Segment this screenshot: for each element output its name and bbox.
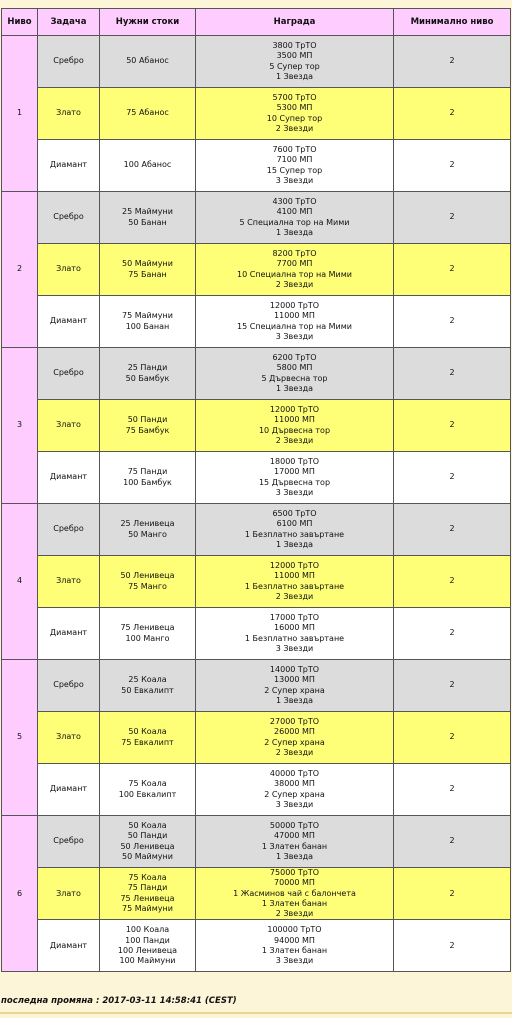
stock-line: 50 Коала bbox=[128, 727, 167, 737]
reward-cell bbox=[196, 348, 394, 400]
reward-cell bbox=[196, 504, 394, 556]
table-row bbox=[2, 400, 511, 452]
stock-cell bbox=[100, 920, 196, 972]
reward-line: 11000 МП bbox=[274, 415, 315, 425]
task-cell: Сребро bbox=[38, 348, 100, 400]
reward-cell bbox=[196, 400, 394, 452]
reward-line: 70000 МП bbox=[274, 878, 315, 888]
stock-cell bbox=[100, 556, 196, 608]
reward-line: 2 Звезди bbox=[275, 123, 314, 133]
stock-cell bbox=[100, 192, 196, 244]
reward-line: 1 Звезда bbox=[275, 383, 314, 393]
stock-cell bbox=[100, 764, 196, 816]
stock-line: 75 Ленивеца bbox=[120, 623, 175, 633]
reward-line: 1 Звезда bbox=[275, 71, 314, 81]
stock-line: 75 Бамбук bbox=[125, 425, 170, 435]
table-row bbox=[2, 920, 511, 972]
table-row bbox=[2, 868, 511, 920]
reward-line: 47000 МП bbox=[274, 831, 315, 841]
table-row bbox=[2, 36, 511, 88]
reward-line: 7600 ТрТО bbox=[272, 144, 317, 154]
stock-line: 50 Манго bbox=[128, 529, 167, 539]
task-cell: Диамант bbox=[38, 920, 100, 972]
level-number-cell: 1 bbox=[2, 36, 38, 192]
stock-line: 75 Коала bbox=[128, 873, 167, 883]
min-level-cell: 2 bbox=[394, 764, 511, 816]
reward-line: 12000 ТрТО bbox=[269, 300, 320, 310]
reward-cell bbox=[196, 140, 394, 192]
task-cell: Злато bbox=[38, 244, 100, 296]
reward-line: 6500 ТрТО bbox=[272, 508, 317, 518]
reward-line: 14000 ТрТО bbox=[269, 664, 320, 674]
min-level-cell: 2 bbox=[394, 504, 511, 556]
min-level-cell: 2 bbox=[394, 244, 511, 296]
reward-cell bbox=[196, 712, 394, 764]
stock-line: 100 Евкалипт bbox=[118, 789, 177, 799]
stock-cell bbox=[100, 36, 196, 88]
stock-cell bbox=[100, 712, 196, 764]
stock-cell bbox=[100, 244, 196, 296]
stock-line: 50 Коала bbox=[128, 820, 167, 830]
stock-line: 75 Абанос bbox=[126, 108, 169, 118]
reward-line: 40000 ТрТО bbox=[269, 768, 320, 778]
rewards-table bbox=[1, 8, 511, 972]
table-row bbox=[2, 764, 511, 816]
table-row bbox=[2, 660, 511, 712]
table-row bbox=[2, 452, 511, 504]
reward-line: 26000 МП bbox=[274, 727, 315, 737]
min-level-cell: 2 bbox=[394, 88, 511, 140]
task-cell: Сребро bbox=[38, 660, 100, 712]
stock-line: 50 Евкалипт bbox=[121, 685, 174, 695]
min-level-cell: 2 bbox=[394, 140, 511, 192]
stock-line: 75 Ленивеца bbox=[120, 893, 175, 903]
stock-line: 25 Коала bbox=[128, 675, 167, 685]
reward-cell bbox=[196, 556, 394, 608]
stock-line: 50 Маймуни bbox=[122, 259, 173, 269]
reward-line: 2 Звезди bbox=[275, 591, 314, 601]
stock-cell bbox=[100, 504, 196, 556]
reward-line: 10 Супер тор bbox=[266, 113, 323, 123]
reward-line: 4300 ТрТО bbox=[272, 196, 317, 206]
reward-line: 1 Безплатно завъртане bbox=[244, 529, 345, 539]
stock-line: 100 Ленивеца bbox=[117, 945, 178, 955]
stock-line: 100 Бамбук bbox=[123, 477, 172, 487]
stock-cell bbox=[100, 400, 196, 452]
stock-line: 50 Ленивеца bbox=[120, 841, 175, 851]
reward-line: 5700 ТрТО bbox=[272, 92, 317, 102]
reward-line: 7700 МП bbox=[276, 259, 313, 269]
stock-line: 75 Панди bbox=[127, 467, 168, 477]
reward-line: 38000 МП bbox=[274, 779, 315, 789]
min-level-cell: 2 bbox=[394, 816, 511, 868]
table-row bbox=[2, 504, 511, 556]
stock-line: 75 Банан bbox=[128, 269, 167, 279]
reward-line: 2 Супер храна bbox=[264, 737, 325, 747]
level-number-cell: 4 bbox=[2, 504, 38, 660]
reward-line: 15 Специална тор на Мими bbox=[237, 321, 352, 331]
task-cell: Диамант bbox=[38, 608, 100, 660]
reward-line: 1 Жасминов чай с балончета bbox=[233, 888, 356, 898]
reward-line: 2 Звезди bbox=[275, 279, 314, 289]
task-cell: Злато bbox=[38, 868, 100, 920]
min-level-cell: 2 bbox=[394, 192, 511, 244]
reward-line: 1 Звезда bbox=[275, 695, 314, 705]
reward-cell bbox=[196, 36, 394, 88]
reward-line: 11000 МП bbox=[274, 571, 315, 581]
table-row bbox=[2, 244, 511, 296]
min-level-cell: 2 bbox=[394, 608, 511, 660]
reward-cell bbox=[196, 192, 394, 244]
reward-line: 1 Златен банан bbox=[261, 945, 328, 955]
reward-line: 4100 МП bbox=[276, 207, 313, 217]
min-level-cell: 2 bbox=[394, 920, 511, 972]
reward-line: 16000 МП bbox=[274, 623, 315, 633]
task-cell: Сребро bbox=[38, 504, 100, 556]
reward-line: 3500 МП bbox=[276, 51, 313, 61]
reward-line: 1 Звезда bbox=[275, 227, 314, 237]
stock-line: 50 Маймуни bbox=[122, 851, 173, 861]
table-body bbox=[2, 36, 511, 972]
task-cell: Сребро bbox=[38, 36, 100, 88]
table-row bbox=[2, 348, 511, 400]
reward-cell bbox=[196, 452, 394, 504]
stock-cell bbox=[100, 868, 196, 920]
last-modified-timestamp: 2017-03-11 14:58:41 (CEST) bbox=[102, 996, 237, 1006]
reward-line: 6200 ТрТО bbox=[272, 352, 317, 362]
min-level-cell: 2 bbox=[394, 660, 511, 712]
min-level-cell: 2 bbox=[394, 400, 511, 452]
header-task: Задача bbox=[38, 9, 100, 36]
task-cell: Злато bbox=[38, 712, 100, 764]
reward-line: 100000 ТрТО bbox=[267, 925, 322, 935]
reward-line: 6100 МП bbox=[276, 519, 313, 529]
reward-line: 1 Звезда bbox=[275, 851, 314, 861]
table-header-row bbox=[2, 9, 511, 36]
last-modified-separator: : bbox=[93, 996, 103, 1006]
reward-cell bbox=[196, 296, 394, 348]
stock-cell bbox=[100, 140, 196, 192]
reward-line: 3 Звезди bbox=[275, 956, 314, 966]
reward-line: 2 Супер храна bbox=[264, 685, 325, 695]
min-level-cell: 2 bbox=[394, 348, 511, 400]
stock-cell bbox=[100, 660, 196, 712]
header-stock: Нужни стоки bbox=[100, 9, 196, 36]
reward-cell bbox=[196, 608, 394, 660]
stock-line: 100 Манго bbox=[125, 633, 170, 643]
reward-line: 27000 ТрТО bbox=[269, 716, 320, 726]
stock-line: 75 Манго bbox=[128, 581, 167, 591]
reward-cell bbox=[196, 868, 394, 920]
reward-line: 5800 МП bbox=[276, 363, 313, 373]
level-number-cell: 3 bbox=[2, 348, 38, 504]
reward-line: 3800 ТрТО bbox=[272, 40, 317, 50]
level-number-cell: 5 bbox=[2, 660, 38, 816]
stock-line: 50 Ленивеца bbox=[120, 571, 175, 581]
stock-line: 100 Банан bbox=[125, 321, 170, 331]
task-cell: Злато bbox=[38, 400, 100, 452]
reward-cell bbox=[196, 244, 394, 296]
stock-line: 25 Маймуни bbox=[122, 207, 173, 217]
last-modified bbox=[1, 996, 237, 1006]
stock-line: 50 Панди bbox=[127, 415, 168, 425]
reward-line: 2 Супер храна bbox=[264, 789, 325, 799]
table-row bbox=[2, 88, 511, 140]
stock-line: 50 Банан bbox=[128, 217, 167, 227]
reward-line: 5 Специална тор на Мими bbox=[239, 217, 350, 227]
stock-line: 75 Евкалипт bbox=[121, 737, 174, 747]
stock-line: 100 Маймуни bbox=[119, 956, 176, 966]
reward-line: 12000 ТрТО bbox=[269, 560, 320, 570]
task-cell: Диамант bbox=[38, 296, 100, 348]
reward-line: 10 Дървесна тор bbox=[258, 425, 331, 435]
reward-line: 7100 МП bbox=[276, 155, 313, 165]
task-cell: Сребро bbox=[38, 192, 100, 244]
stock-line: 50 Бамбук bbox=[125, 373, 170, 383]
reward-line: 3 Звезди bbox=[275, 487, 314, 497]
reward-cell bbox=[196, 88, 394, 140]
reward-line: 3 Звезди bbox=[275, 331, 314, 341]
reward-line: 15 Супер тор bbox=[266, 165, 323, 175]
task-cell: Злато bbox=[38, 556, 100, 608]
stock-line: 75 Коала bbox=[128, 779, 167, 789]
stock-cell bbox=[100, 296, 196, 348]
stock-line: 100 Абанос bbox=[123, 160, 172, 170]
reward-cell bbox=[196, 764, 394, 816]
table-row bbox=[2, 816, 511, 868]
stock-line: 75 Маймуни bbox=[122, 311, 173, 321]
reward-cell bbox=[196, 816, 394, 868]
stock-line: 100 Коала bbox=[125, 925, 170, 935]
table-row bbox=[2, 556, 511, 608]
reward-line: 2 Звезди bbox=[275, 909, 314, 919]
stock-line: 50 Абанос bbox=[126, 56, 169, 66]
reward-line: 17000 МП bbox=[274, 467, 315, 477]
level-number-cell: 6 bbox=[2, 816, 38, 972]
reward-line: 18000 ТрТО bbox=[269, 456, 320, 466]
task-cell: Злато bbox=[38, 88, 100, 140]
stock-cell bbox=[100, 816, 196, 868]
reward-line: 13000 МП bbox=[274, 675, 315, 685]
reward-line: 50000 ТрТО bbox=[269, 820, 320, 830]
reward-line: 10 Специална тор на Мими bbox=[237, 269, 352, 279]
reward-line: 11000 МП bbox=[274, 311, 315, 321]
min-level-cell: 2 bbox=[394, 712, 511, 764]
header-min-level: Минимално ниво bbox=[394, 9, 511, 36]
reward-cell bbox=[196, 660, 394, 712]
task-cell: Сребро bbox=[38, 816, 100, 868]
reward-line: 5 Супер тор bbox=[269, 61, 320, 71]
min-level-cell: 2 bbox=[394, 452, 511, 504]
min-level-cell: 2 bbox=[394, 296, 511, 348]
reward-line: 1 Златен банан bbox=[261, 841, 328, 851]
table-row bbox=[2, 712, 511, 764]
reward-line: 3 Звезди bbox=[275, 799, 314, 809]
table-row bbox=[2, 608, 511, 660]
stock-line: 50 Панди bbox=[127, 831, 168, 841]
stock-cell bbox=[100, 348, 196, 400]
table-row bbox=[2, 296, 511, 348]
stock-line: 25 Панди bbox=[127, 363, 168, 373]
stock-line: 75 Маймуни bbox=[122, 904, 173, 914]
task-cell: Диамант bbox=[38, 764, 100, 816]
reward-line: 5 Дървесна тор bbox=[261, 373, 328, 383]
stock-line: 100 Панди bbox=[125, 935, 170, 945]
reward-line: 3 Звезди bbox=[275, 175, 314, 185]
min-level-cell: 2 bbox=[394, 868, 511, 920]
reward-line: 2 Звезди bbox=[275, 747, 314, 757]
stock-cell bbox=[100, 452, 196, 504]
min-level-cell: 2 bbox=[394, 556, 511, 608]
task-cell: Диамант bbox=[38, 452, 100, 504]
last-modified-label: последна промяна bbox=[1, 996, 93, 1006]
task-cell: Диамант bbox=[38, 140, 100, 192]
min-level-cell: 2 bbox=[394, 36, 511, 88]
reward-line: 1 Звезда bbox=[275, 539, 314, 549]
reward-line: 2 Звезди bbox=[275, 435, 314, 445]
stock-line: 25 Ленивеца bbox=[120, 519, 175, 529]
stock-cell bbox=[100, 88, 196, 140]
table-row bbox=[2, 140, 511, 192]
reward-cell bbox=[196, 920, 394, 972]
header-level: Ниво bbox=[2, 9, 38, 36]
reward-line: 1 Безплатно завъртане bbox=[244, 633, 345, 643]
reward-line: 3 Звезди bbox=[275, 643, 314, 653]
level-number-cell: 2 bbox=[2, 192, 38, 348]
stock-cell bbox=[100, 608, 196, 660]
header-reward: Награда bbox=[196, 9, 394, 36]
reward-line: 1 Безплатно завъртане bbox=[244, 581, 345, 591]
stock-line: 75 Панди bbox=[127, 883, 168, 893]
reward-line: 12000 ТрТО bbox=[269, 404, 320, 414]
footer-divider bbox=[0, 1012, 512, 1014]
reward-line: 5300 МП bbox=[276, 103, 313, 113]
table-row bbox=[2, 192, 511, 244]
reward-line: 15 Дървесна тор bbox=[258, 477, 331, 487]
reward-line: 17000 ТрТО bbox=[269, 612, 320, 622]
reward-line: 1 Златен банан bbox=[261, 898, 328, 908]
reward-line: 94000 МП bbox=[274, 935, 315, 945]
reward-line: 75000 ТрТО bbox=[269, 868, 320, 877]
reward-line: 8200 ТрТО bbox=[272, 248, 317, 258]
